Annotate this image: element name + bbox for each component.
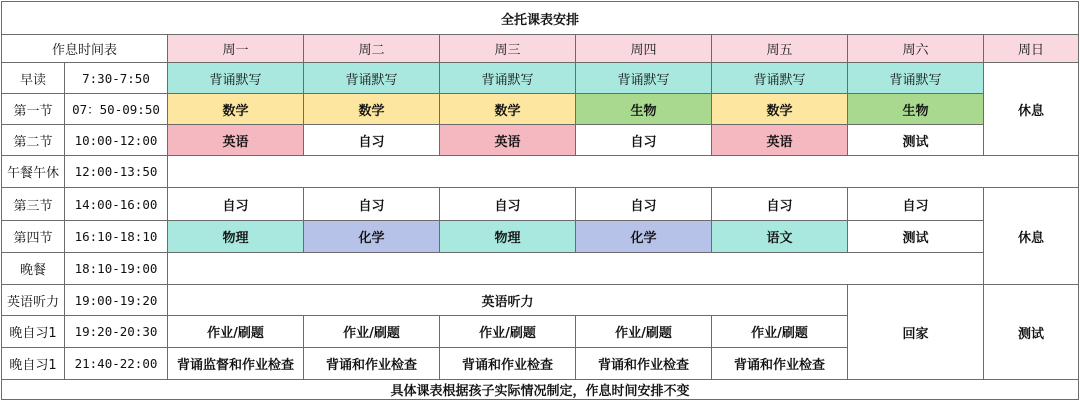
period-name: 早读	[2, 63, 65, 94]
schedule-cell: 自习	[304, 125, 440, 156]
header-corner: 作息时间表	[2, 35, 168, 63]
schedule-cell: 生物	[576, 94, 712, 125]
schedule-cell: 背诵和作业检查	[304, 348, 440, 380]
schedule-cell: 背诵监督和作业检查	[168, 348, 304, 380]
schedule-cell: 数学	[304, 94, 440, 125]
schedule-cell: 自习	[576, 188, 712, 221]
schedule-cell: 测试	[848, 125, 984, 156]
table-row	[2, 253, 1079, 285]
day-header: 周一	[168, 35, 304, 63]
schedule-cell: 作业/刷题	[440, 316, 576, 348]
schedule-cell: 数学	[440, 94, 576, 125]
schedule-cell: 测试	[848, 221, 984, 253]
schedule-cell: 化学	[304, 221, 440, 253]
schedule-cell: 自习	[304, 188, 440, 221]
schedule-cell: 自习	[576, 125, 712, 156]
period-name: 第三节	[2, 188, 65, 221]
footer-note: 具体课表根据孩子实际情况制定，作息时间安排不变	[2, 380, 1079, 400]
period-time: 21:40-22:00	[65, 348, 168, 380]
empty-break-cell	[168, 156, 1079, 188]
day-header: 周日	[984, 35, 1079, 63]
schedule-cell: 背诵默写	[168, 63, 304, 94]
schedule-cell: 语文	[712, 221, 848, 253]
schedule-cell: 背诵和作业检查	[712, 348, 848, 380]
schedule-cell: 物理	[168, 221, 304, 253]
schedule-cell: 自习	[168, 188, 304, 221]
schedule-cell: 作业/刷题	[168, 316, 304, 348]
schedule-cell: 背诵默写	[848, 63, 984, 94]
schedule-cell: 化学	[576, 221, 712, 253]
schedule-cell: 英语	[440, 125, 576, 156]
schedule-cell: 数学	[712, 94, 848, 125]
schedule-cell: 作业/刷题	[576, 316, 712, 348]
schedule-cell: 背诵默写	[712, 63, 848, 94]
day-header: 周三	[440, 35, 576, 63]
schedule-cell: 自习	[712, 188, 848, 221]
table-row	[2, 63, 1079, 94]
period-time: 12:00-13:50	[65, 156, 168, 188]
day-header: 周四	[576, 35, 712, 63]
table-row	[2, 188, 1079, 221]
period-name: 午餐午休	[2, 156, 65, 188]
day-header: 周五	[712, 35, 848, 63]
period-name: 第一节	[2, 94, 65, 125]
period-name: 晚自习1	[2, 316, 65, 348]
schedule-cell: 英语	[168, 125, 304, 156]
sunday-test-evening: 测试	[984, 285, 1079, 380]
period-time: 18:10-19:00	[65, 253, 168, 285]
period-time: 10:00-12:00	[65, 125, 168, 156]
period-time: 19:20-20:30	[65, 316, 168, 348]
table-row	[2, 221, 1079, 253]
table-row	[2, 156, 1079, 188]
schedule-cell: 背诵默写	[576, 63, 712, 94]
table-row	[2, 94, 1079, 125]
period-time: 19:00-19:20	[65, 285, 168, 316]
empty-break-cell	[168, 253, 984, 285]
schedule-title: 全托课表安排	[2, 2, 1079, 35]
day-header: 周二	[304, 35, 440, 63]
table-row	[2, 285, 1079, 316]
period-time: 14:00-16:00	[65, 188, 168, 221]
day-header: 周六	[848, 35, 984, 63]
schedule-table	[1, 1, 1079, 400]
header-row	[2, 35, 1079, 63]
period-name: 晚餐	[2, 253, 65, 285]
schedule-cell: 作业/刷题	[304, 316, 440, 348]
sunday-rest-morning: 休息	[984, 63, 1079, 156]
period-name: 晚自习1	[2, 348, 65, 380]
english-listening-cell: 英语听力	[168, 285, 848, 316]
schedule-cell: 物理	[440, 221, 576, 253]
period-time: 7:30-7:50	[65, 63, 168, 94]
schedule-cell: 自习	[440, 188, 576, 221]
sunday-rest-afternoon: 休息	[984, 188, 1079, 285]
schedule-cell: 英语	[712, 125, 848, 156]
period-time: 16:10-18:10	[65, 221, 168, 253]
period-name: 英语听力	[2, 285, 65, 316]
schedule-cell: 自习	[848, 188, 984, 221]
period-name: 第二节	[2, 125, 65, 156]
schedule-cell: 生物	[848, 94, 984, 125]
schedule-cell: 数学	[168, 94, 304, 125]
schedule-cell: 背诵默写	[440, 63, 576, 94]
schedule-cell: 背诵和作业检查	[576, 348, 712, 380]
schedule-cell: 背诵和作业检查	[440, 348, 576, 380]
period-name: 第四节	[2, 221, 65, 253]
table-row	[2, 125, 1079, 156]
schedule-cell: 背诵默写	[304, 63, 440, 94]
saturday-go-home: 回家	[848, 285, 984, 380]
period-time: 07：50-09:50	[65, 94, 168, 125]
schedule-cell: 作业/刷题	[712, 316, 848, 348]
